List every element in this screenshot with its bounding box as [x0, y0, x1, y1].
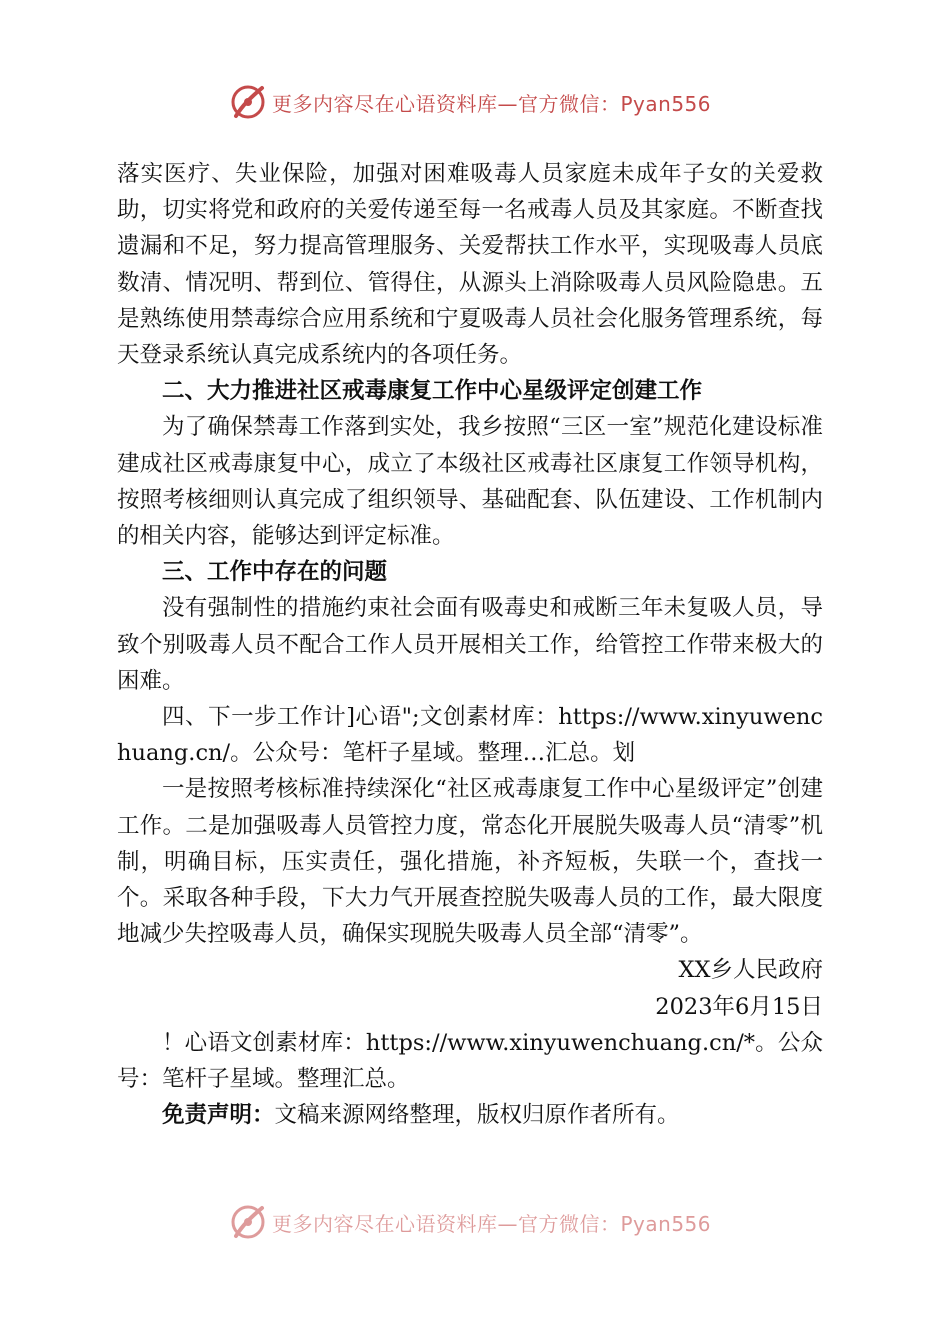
disclaimer-text: 文稿来源网络整理，版权归原作者所有。: [274, 1102, 680, 1129]
source-note: ！心语文创素材库：https://www.xinyuwenchuang.cn/*。公众号：笔杆子星域。整理汇总。: [117, 1029, 823, 1093]
header-banner-text: 更多内容尽在心语资料库—官方微信：Pyan556: [272, 91, 712, 116]
footer-banner-text: 更多内容尽在心语资料库—官方微信：Pyan556: [272, 1211, 712, 1236]
footer-watermark-banner: [228, 1200, 711, 1244]
section-heading-2: 二、大力推进社区戒毒康复工作中心星级评定创建工作: [162, 378, 703, 405]
document-body: [117, 156, 823, 1133]
brush-logo-icon: [228, 82, 268, 122]
brush-logo-icon: [228, 1202, 268, 1242]
section-heading-3: 三、工作中存在的问题: [162, 559, 388, 586]
header-watermark-banner: [228, 80, 711, 124]
signature-organization: XX乡人民政府: [678, 957, 823, 984]
section-heading-4: 四、下一步工作计]心语";文创素材库：https://www.xinyuwenchuang.cn/。公众号：笔杆子星域。整理…汇总。划: [117, 704, 823, 767]
paragraph-next-steps: 一是按照考核标准持续深化“社区戒毒康复工作中心星级评定”创建工作。二是加强吸毒人员管控力度，常态化开展脱失吸毒人员“清零”机制，明确目标，压实责任，强化措施，补齐短板，失联一个，查找一个。采取各种手段，下大力气开展查控脱失吸毒人员的工作，最大限度地减少失控吸毒人员，确保实现脱失吸毒人员全部“清零”。: [117, 776, 823, 948]
paragraph-continuation: 落实医疗、失业保险，加强对困难吸毒人员家庭未成年子女的关爱救助，切实将党和政府的关爱传递至每一名戒毒人员及其家庭。不断查找遗漏和不足，努力提高管理服务、关爱帮扶工作水平，实现吸毒人员底数清、情况明、帮到位、管得住，从源头上消除吸毒人员风险隐患。五是熟练使用禁毒综合应用系统和宁夏吸毒人员社会化服务管理系统，每天登录系统认真完成系统内的各项任务。: [117, 161, 823, 369]
disclaimer-label: 免责声明：: [162, 1102, 275, 1129]
paragraph-star-rating: 为了确保禁毒工作落到实处，我乡按照“三区一室”规范化建设标准建成社区戒毒康复中心，成立了本级社区戒毒社区康复工作领导机构，按照考核细则认真完成了组织领导、基础配套、队伍建设、工作机制内的相关内容，能够达到评定标准。: [117, 414, 823, 550]
paragraph-problems: 没有强制性的措施约束社会面有吸毒史和戒断三年未复吸人员，导致个别吸毒人员不配合工作人员开展相关工作，给管控工作带来极大的困难。: [117, 595, 823, 694]
signature-date: 2023年6月15日: [655, 993, 823, 1020]
disclaimer: [117, 1097, 823, 1133]
